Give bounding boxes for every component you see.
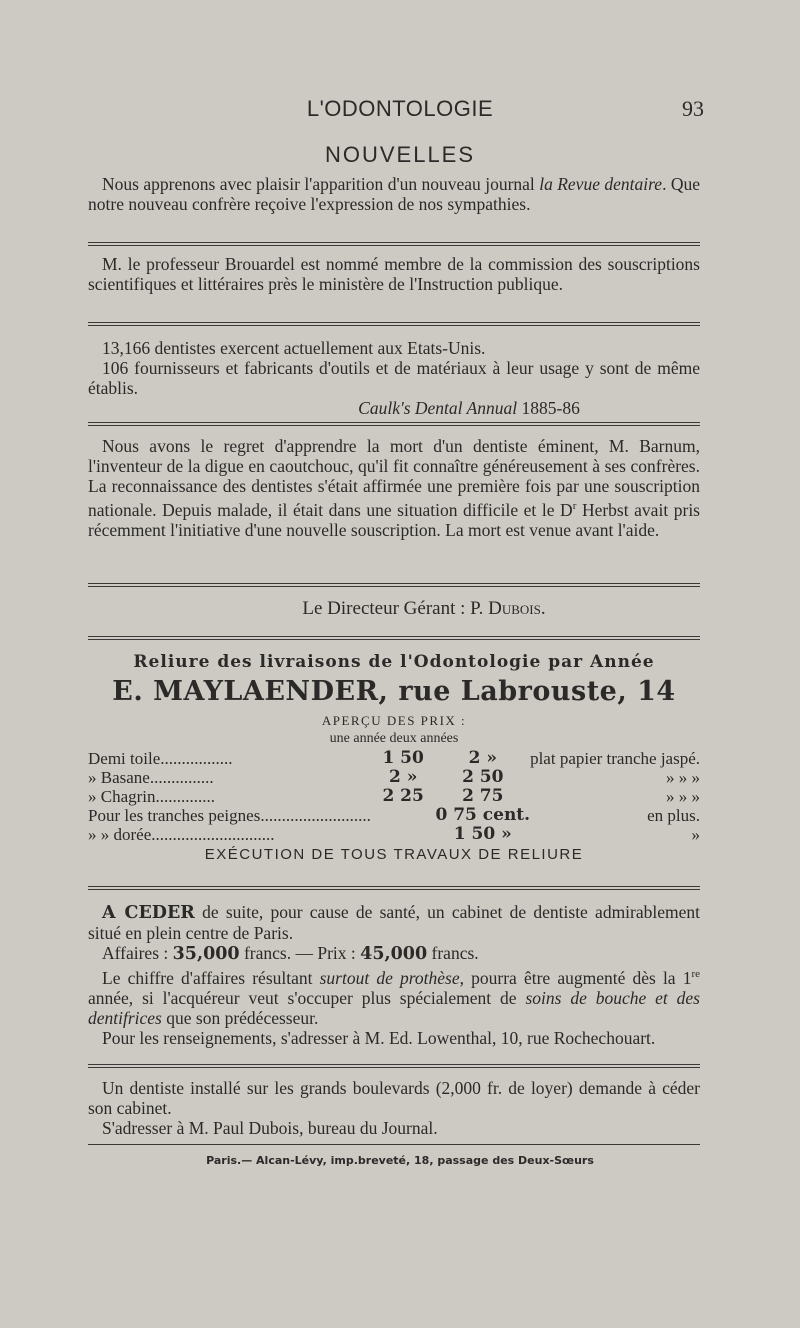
- price-row: [88, 749, 700, 768]
- bleed-through-text: [330, 52, 337, 77]
- chiffre-italic2: soins de bouche et des dentifrices: [88, 987, 700, 1028]
- price-label: Demi toile.................: [88, 749, 233, 768]
- price-one-year: [371, 806, 436, 825]
- chiffre-c: année, si l'acquéreur veut s'occuper plus spécialement de: [88, 987, 526, 1008]
- ceder-text: de suite, pour cause de santé, un cabinet de dentiste admirablement situé en plein centre de Paris.: [88, 902, 701, 943]
- apercu-title: APERÇU DES PRIX :: [321, 713, 467, 728]
- affaires-value: 35,000: [172, 944, 240, 964]
- prix-label: francs. — Prix :: [239, 943, 361, 963]
- dentiste-ad: [88, 1078, 700, 1138]
- price-one-year: [371, 825, 436, 844]
- price-one-year: 2 »: [388, 767, 418, 787]
- price-label: » Chagrin..............: [88, 787, 216, 806]
- divider-1: [88, 242, 700, 246]
- reliure-title: Reliure des livraisons de l'Odontologie par Année: [133, 652, 655, 672]
- divider-3: [88, 422, 700, 426]
- price-two-years: 2 50: [462, 767, 504, 787]
- affaires-label: Affaires :: [102, 943, 173, 963]
- stats-line2: 106 fournisseurs et fabricants d'outils et de matériaux à leur usage y sont de même établis.: [88, 358, 700, 398]
- price-row: [88, 825, 700, 844]
- price-label: » » dorée.............................: [88, 825, 275, 844]
- section-title: NOUVELLES: [324, 142, 476, 167]
- news-barnum: [88, 436, 700, 540]
- price-row: [88, 787, 700, 806]
- divider-2: [88, 322, 700, 326]
- price-note: » » »: [666, 787, 700, 806]
- news-brouardel: [88, 254, 700, 294]
- page-header: [0, 96, 800, 126]
- news-stats: [88, 338, 700, 419]
- price-label: Pour les tranches peignes..........................: [88, 806, 371, 825]
- signoff: [88, 598, 700, 620]
- signoff-label: Le Directeur Gérant :: [302, 598, 471, 619]
- printer-footer: Paris.— Alcan-Lévy, imp.breveté, 18, passage des Deux-Sœurs: [206, 1154, 594, 1167]
- price-label: » Basane...............: [88, 768, 214, 787]
- chiffre-b: , pourra être augmenté dès la 1: [459, 967, 692, 988]
- divider-4: [88, 583, 700, 587]
- barnum-text-a: Nous avons le regret d'apprendre la mort d'un dentiste éminent, M. Barnum, l'inventeur de la digue en caoutchouc, qu'il fit connaître généreusement à ses confrères. La reconnaissance des dentistes s'était affirmée une première fois par une souscription nationale. Depuis malade, il était dans une situation difficile et le D: [88, 436, 700, 520]
- barnum-text-b: Herbst avait pris récemment l'initiative d'une nouvelle souscription. La mort est venue avant l'aide.: [88, 499, 700, 540]
- price-two-years: 0 75 cent.: [435, 805, 531, 825]
- revue-italic: la Revue dentaire: [539, 174, 663, 194]
- renseignements: Pour les renseignements, s'adresser à M. Ed. Lowenthal, 10, rue Rochechouart.: [102, 1027, 656, 1048]
- price-row: [88, 768, 700, 787]
- price-note: » » »: [666, 768, 700, 787]
- chiffre-sup: re: [691, 968, 701, 980]
- divider-7: [88, 1064, 700, 1068]
- years-header: une année deux années: [329, 731, 459, 746]
- divider-5: [88, 636, 700, 640]
- prix-value: 45,000: [360, 944, 428, 964]
- footer-rule: [88, 1144, 700, 1145]
- dentiste-line1: Un dentiste installé sur les grands boulevards (2,000 fr. de loyer) demande à céder son cabinet.: [88, 1078, 700, 1118]
- binder-name: E. MAYLAENDER, rue Labrouste, 14: [112, 676, 676, 707]
- reliure-ad: [88, 652, 700, 863]
- revue-text-b: . Que notre nouveau confrère reçoive l'expression de nos sympathies.: [88, 174, 701, 214]
- price-note: »: [691, 825, 700, 844]
- stats-source-title: Caulk's Dental Annual: [358, 398, 518, 418]
- price-table: [88, 749, 700, 844]
- chiffre-a: Le chiffre d'affaires résultant: [102, 967, 320, 988]
- dentiste-line2: S'adresser à M. Paul Dubois, bureau du Journal.: [102, 1118, 438, 1138]
- price-one-year: 2 25: [382, 786, 424, 806]
- stats-line1: 13,166 dentistes exercent actuellement aux Etats-Unis.: [102, 338, 486, 358]
- stats-source-year: 1885-86: [517, 398, 580, 418]
- stats-source: [88, 398, 700, 419]
- signoff-name: P. Dubois.: [470, 598, 546, 619]
- price-note: plat papier tranche jaspé.: [530, 749, 700, 768]
- chiffre-d: que son prédécesseur.: [161, 1007, 319, 1028]
- revue-text-a: Nous apprenons avec plaisir l'apparition d'un nouveau journal: [102, 174, 540, 194]
- ceder-lead: A CEDER: [102, 903, 195, 923]
- price-two-years: 2 »: [468, 748, 497, 768]
- francs-label: francs.: [427, 943, 479, 963]
- price-note: en plus.: [647, 806, 700, 825]
- price-row: [88, 806, 700, 825]
- brouardel-text: M. le professeur Brouardel est nommé membre de la commission des souscriptions scientifiques et littéraires près le ministère de l'Instruction publique.: [88, 254, 700, 294]
- divider-6: [88, 886, 700, 890]
- chiffre-italic1: surtout de prothèse: [319, 967, 460, 988]
- barnum-sup: r: [572, 500, 577, 512]
- page-number: 93: [682, 96, 704, 121]
- price-two-years: 1 50 »: [453, 824, 512, 844]
- news-revue-dentaire: [88, 174, 700, 214]
- price-two-years: 2 75: [462, 786, 504, 806]
- journal-title: L'ODONTOLOGIE: [306, 96, 494, 121]
- ceder-ad: [88, 902, 700, 1048]
- price-one-year: 1 50: [382, 748, 424, 768]
- execution-line: EXÉCUTION DE TOUS TRAVAUX DE RELIURE: [204, 846, 584, 863]
